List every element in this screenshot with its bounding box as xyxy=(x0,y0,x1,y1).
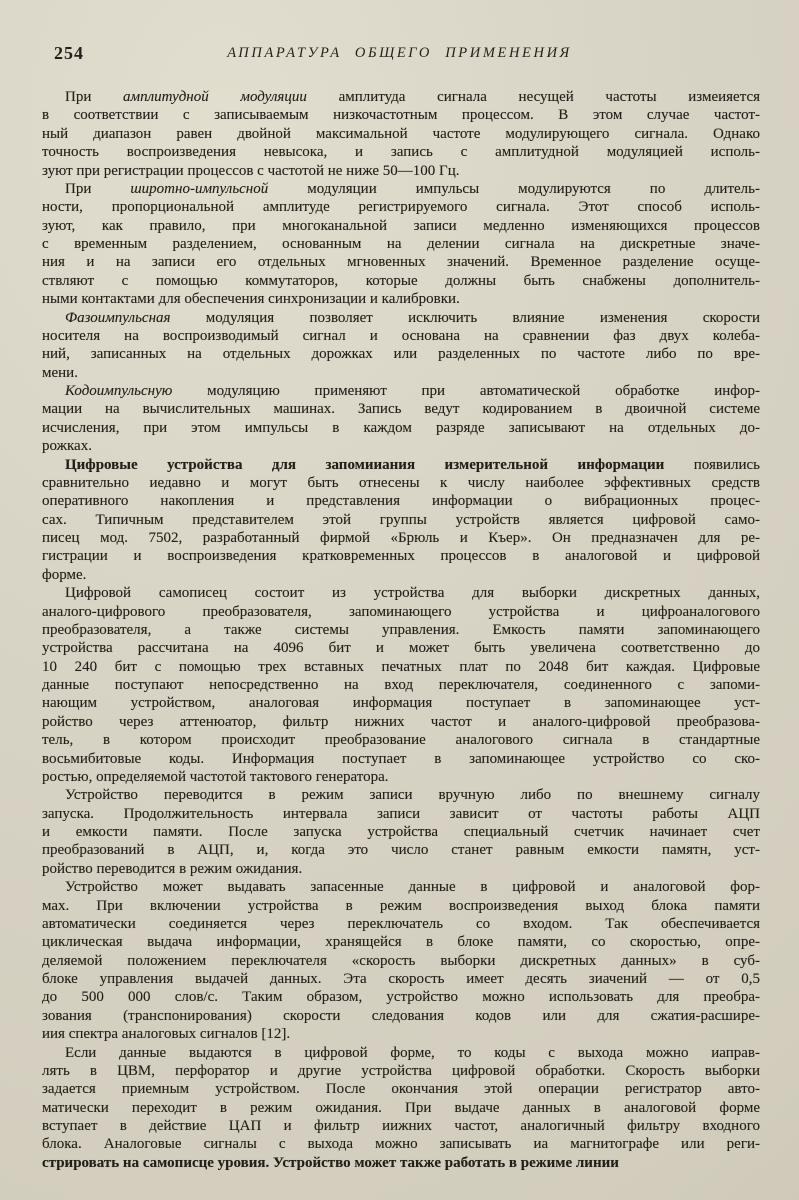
text-run: Фазоимпульсная xyxy=(65,309,171,326)
text-line: преобразователя, а также системы управления. Емкость памяти запоминающего xyxy=(42,621,760,638)
text-line: зуют при регистрации процессов с частотой не ниже 50—100 Гц. xyxy=(42,162,460,179)
text-line: оперативного накопления и представления информации о вибрационных процес- xyxy=(42,493,760,510)
text-run: При xyxy=(65,180,131,197)
text-line: форме. xyxy=(42,566,87,583)
text-line: гистрации и воспроизведения кратковременных процессов в аналоговой и цифровой xyxy=(42,548,760,565)
text-line xyxy=(42,180,760,198)
text-line: аналого-цифрового преобразователя, запоминающего устройства и цифроаналогового xyxy=(42,603,760,620)
text-run: амплитуда сигнала несущей частоты измеияется xyxy=(306,89,761,105)
text-line: блока. Аналоговые сигналы с выхода можно записывать иа магнитографе или реги- xyxy=(42,1136,760,1153)
text-line: мах. При включении устройства в режим воспроизведения выход блока памяти xyxy=(42,897,760,914)
text-run: появились xyxy=(664,456,760,473)
paragraph-1 xyxy=(42,88,760,180)
paragraph-4 xyxy=(42,382,760,456)
text-line: нающим устройством, аналоговая информация поступает в запоминающее уст- xyxy=(42,695,760,712)
text-line: мации на вычислительных машинах. Запись ведут кодированием в двоичной системе xyxy=(42,401,760,418)
text-line: зования (транспонирования) скорости следования кодов или для сжатия-расшире- xyxy=(42,1007,760,1024)
text-line: автоматически соединяется через переключатель со входом. Так обеспечивается xyxy=(42,915,760,932)
text-run: модуляция позволяет исключить влияние изменения скорости xyxy=(170,309,760,326)
text-line: Цифровой самописец состоит из устройства для выборки дискретных данных, xyxy=(65,585,760,602)
text-line: ными контактами для обеспечения синхронизации и калибровки. xyxy=(42,291,460,308)
text-line: данные поступают непосредственно на вход переключателя, соединенного с запоми- xyxy=(42,677,760,693)
text-line xyxy=(42,382,760,400)
paragraph-2 xyxy=(42,180,760,309)
text-line: 10 240 бит с помощью трех вставных печатных плат по 2048 бит каждая. Цифровые xyxy=(42,658,760,675)
text-line: блоке управления выдачей данных. Эта скорость имеет десять зиачений — от 0,5 xyxy=(42,971,760,987)
text-line: ности, пропорциональной амплитуде регистрируемого сигнала. Этот способ исполь- xyxy=(42,199,760,216)
text-line: устройства рассчитана на 4096 бит и может быть увеличена соответственно до xyxy=(42,640,760,657)
text-line: задается приемным устройством. После окончания этой операции регистратор авто- xyxy=(42,1081,760,1098)
paragraph-3 xyxy=(42,309,760,383)
text-line xyxy=(42,88,760,106)
paragraph-9 xyxy=(42,1044,760,1173)
text-line: мени. xyxy=(42,364,78,381)
text-line: деляемой положением переключателя «скорость выборки дискретных данных» в суб- xyxy=(42,952,760,969)
text-line xyxy=(42,456,760,474)
text-run: Кодоимпульсную xyxy=(65,383,173,399)
text-line: рожках. xyxy=(42,438,92,455)
text-line: сах. Типичным представителем этой группы устройств является цифровой само- xyxy=(42,511,760,528)
text-line: носителя на воспроизводимый сигнал и основана на сравнении фаз двух колеба- xyxy=(42,327,760,344)
text-line: зуют, как правило, при многоканальной записи медленно изменяющихся процессов xyxy=(42,217,760,234)
text-line: лять в ЦВМ, перфоратор и другие устройства цифровой обработки. Скорость выборки xyxy=(42,1062,760,1079)
text-line: и емкости памяти. После запуска устройства специальный счетчик начинает счет xyxy=(42,824,760,840)
text-line: ния и на записи его отдельных мгновенных значений. Временное разделение осуще- xyxy=(42,254,760,271)
page-header xyxy=(42,42,757,66)
text-line: иия спектра аналоговых сигналов [12]. xyxy=(42,1026,291,1043)
text-line: ствляют с помощью коммутаторов, которые должны быть снабжены дополнитель- xyxy=(42,272,760,289)
text-line: запуска. Продолжительность интервала записи зависит от частоты работы АЦП xyxy=(42,805,760,822)
page-number: 254 xyxy=(54,43,84,63)
text-run: модуляции импульсы модулируются по длитель- xyxy=(268,180,760,197)
text-line: вступает в действие ЦАП и фильтр иижних частот, аналогичный фильтру входного xyxy=(42,1118,760,1134)
text-line: матически переходит в режим ожидания. При выдаче данных в аналоговой форме xyxy=(42,1099,760,1116)
paragraph-5 xyxy=(42,456,760,585)
text-line: ройство через аттенюатор, фильтр нижних частот и аналого-цифровой преобразова- xyxy=(42,713,760,730)
text-run: стрировать на самописце уровия. Устройство может также работать в режиме линии xyxy=(42,1154,619,1171)
text-line: ройство переводится в режим ожидания. xyxy=(42,860,303,877)
text-line xyxy=(42,309,760,327)
page-body xyxy=(42,88,760,1172)
text-line: циклическая выдача информации, хранящейся в блоке памяти, со скоростью, опре- xyxy=(42,934,760,951)
text-line: в соответствии с записываемым низкочастотным процессом. В этом случае частот- xyxy=(42,107,760,124)
text-line: тель, в котором происходит преобразование аналогового сигнала в стандартные xyxy=(42,732,760,749)
text-line: писец мод. 7502, разработанный фирмой «Брюль и Къер». Он предназначен для ре- xyxy=(42,530,760,546)
text-line: восьмибитовые коды. Информация поступает в запоминающее устройство со ско- xyxy=(42,750,760,767)
text-line: точность воспроизведения невысока, и запись с амплитудной модуляцией исполь- xyxy=(42,144,760,161)
text-run: модуляцию применяют при автоматической обработке инфор- xyxy=(172,383,760,399)
text-line: до 500 000 слов/с. Таким образом, устройство можно использовать для преобра- xyxy=(42,989,760,1006)
text-line: преобразований в АЦП, и, когда это число станет равным емкости памятн, уст- xyxy=(42,842,760,859)
text-line: сравнительно иедавно и могут быть отнесены к числу наиболее эффективных средств xyxy=(42,474,760,491)
text-line: исчисления, при этом импульсы в каждом разряде записывают на отдельных до- xyxy=(42,419,760,436)
text-line: Устройство может выдавать запасенные данные в цифровой и аналоговой фор- xyxy=(65,879,760,896)
text-run: При xyxy=(65,89,124,105)
paragraph-6 xyxy=(42,584,760,786)
text-run: амплитудной модуляции xyxy=(123,89,307,105)
text-line: ный диапазон равен двойной максимальной частоте модулирующего сигнала. Однако xyxy=(42,125,760,142)
running-head: АППАРАТУРА ОБЩЕГО ПРИМЕНЕНИЯ xyxy=(227,45,572,61)
paragraph-8 xyxy=(42,878,760,1043)
text-line: Устройство переводится в режим записи вручную либо по внешнему сигналу xyxy=(65,787,760,804)
text-line: Если данные выдаются в цифровой форме, то коды с выхода можно иаправ- xyxy=(65,1044,760,1061)
paragraph-7 xyxy=(42,786,760,878)
text-run: Цифровые устройства для запомииания измерительной информации xyxy=(65,456,665,473)
text-run: широтно-импульсной xyxy=(130,180,269,197)
text-line xyxy=(42,1154,760,1172)
text-line: с временным разделением, основанным на делении сигнала на дискретные значе- xyxy=(42,236,760,252)
text-line: ний, записанных на отдельных дорожках или разделенных по частоте либо по вре- xyxy=(42,346,760,363)
text-line: ростью, определяемой частотой тактового генератора. xyxy=(42,768,389,785)
